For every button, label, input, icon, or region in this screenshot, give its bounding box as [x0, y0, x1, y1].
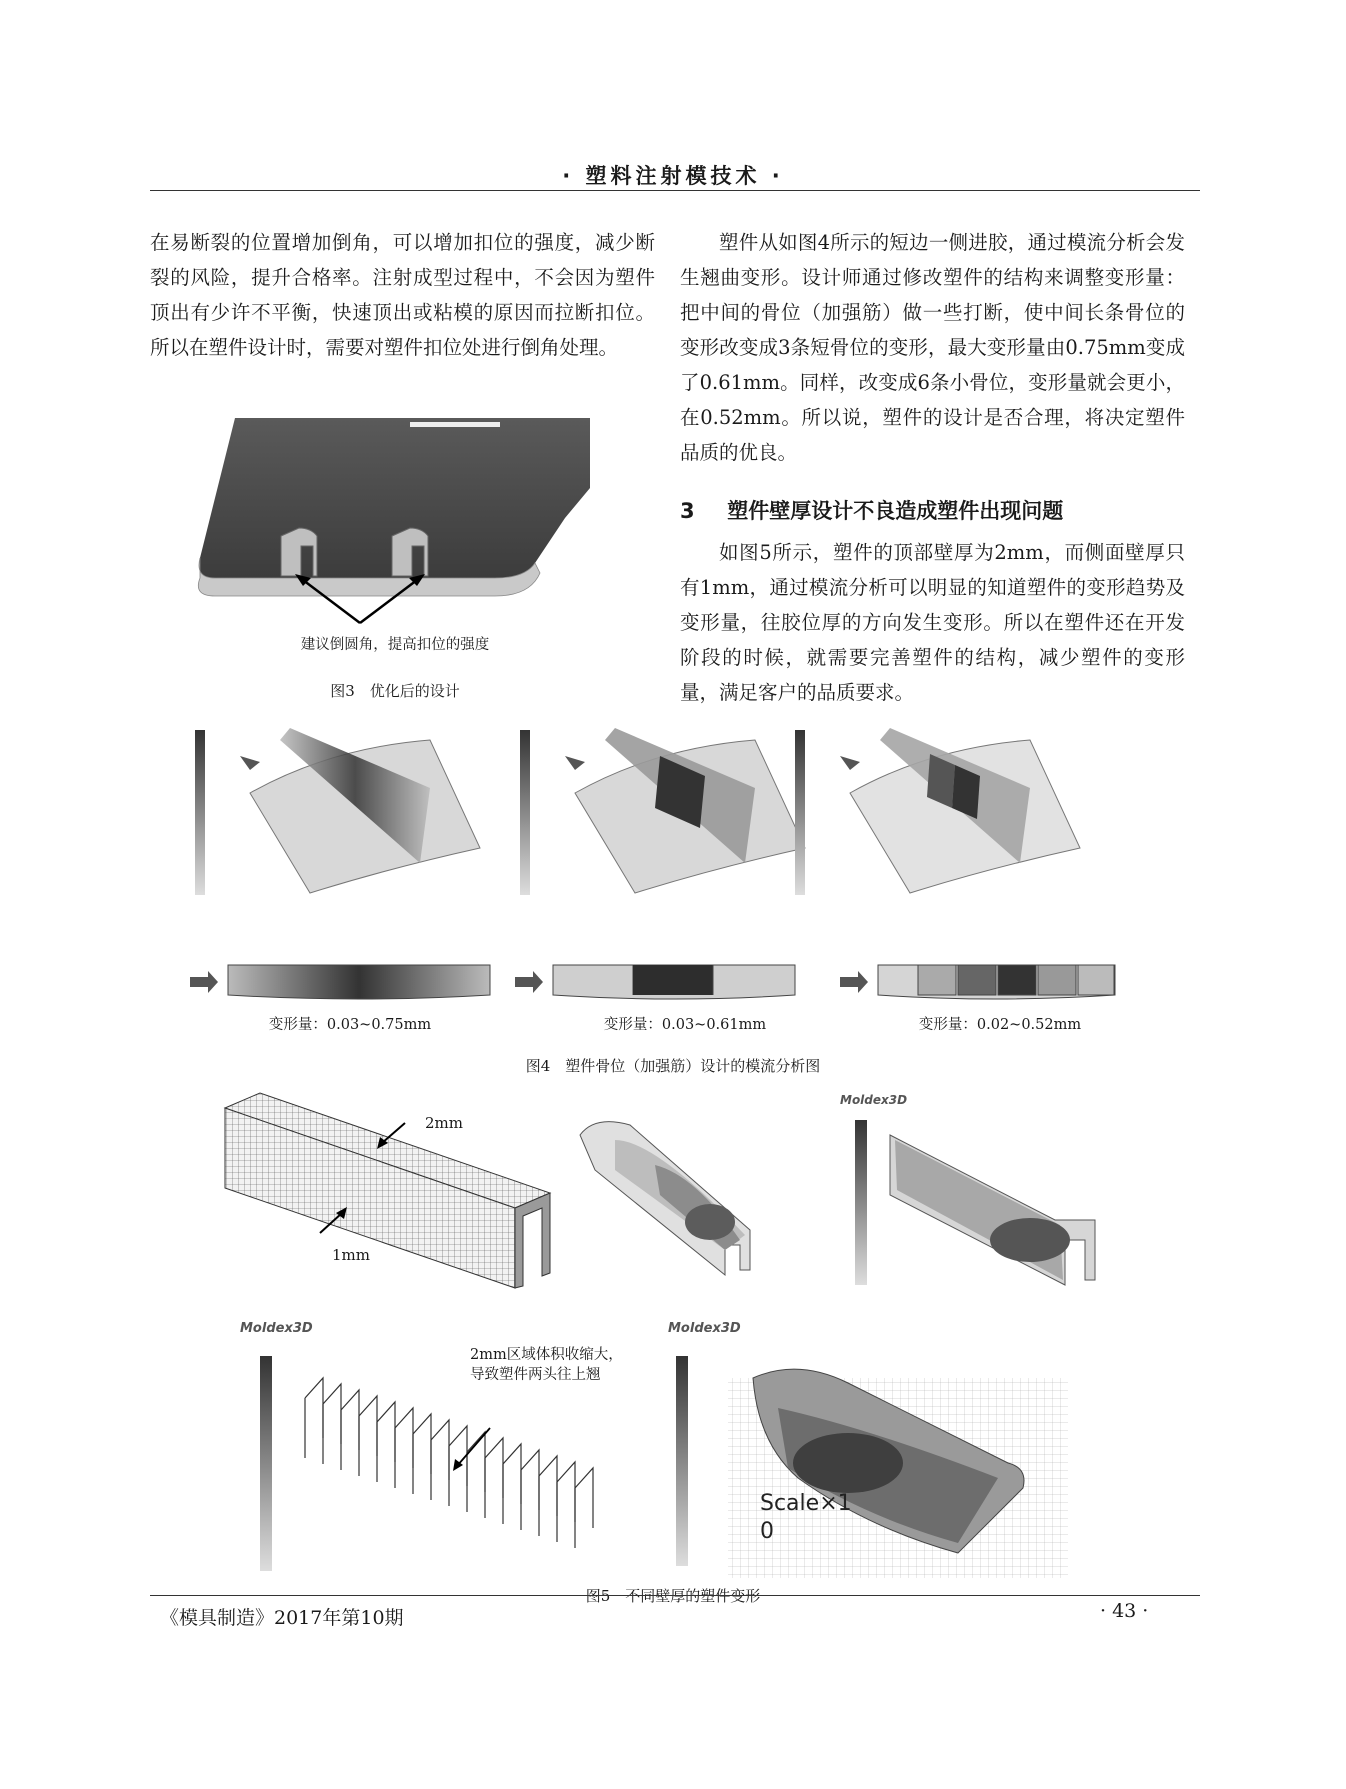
- scale-label: [760, 1490, 852, 1546]
- fig4-panel-3: [795, 728, 1080, 895]
- left-column: [150, 225, 655, 365]
- figure3-image: [195, 418, 595, 628]
- figure3-annotation: 建议倒圆角，提高扣位的强度: [300, 637, 490, 653]
- figure3-caption: 图3 优化后的设计: [330, 682, 460, 700]
- right-paragraph-2: 如图5所示，塑件的顶部壁厚为2mm，而侧面壁厚只有1mm，通过模流分析可以明显的知道塑件的变形趋势及变形量，往胶位厚的方向发生变形。所以在塑件还在开发阶段的时候，就需要完善塑件的结构，减少塑件的变形量，满足客户的品质要求。: [680, 541, 1185, 704]
- left-paragraph: 在易断裂的位置增加倒角，可以增加扣位的强度，减少断裂的风险，提升合格率。注射成型过程中，不会因为塑件顶出有少许不平衡，快速顶出或粘模的原因而拉断扣位。所以在塑件设计时，需要对塑件扣位处进行倒角处理。: [150, 231, 655, 359]
- side-view-3: [840, 965, 1115, 999]
- fig5-filling-result: [835, 1090, 1105, 1300]
- section-number: 3: [680, 499, 695, 523]
- footer-journal: 《模具制造》2017年第10期: [160, 1607, 404, 1629]
- right-paragraph-1: 塑件从如图4所示的短边一侧进胶，通过模流分析会发生翘曲变形。设计师通过修改塑件的结构来调整变形量：把中间的骨位（加强筋）做一些打断，使中间长条骨位的变形改变成3条短骨位的变形，最大变形量由0.75mm变成了0.61mm。同样，改变成6条小骨位，变形量就会更小，在0.52mm。所以说，塑件的设计是否合理，将决定塑件品质的优良。: [680, 231, 1185, 464]
- brand-logo-2: Moldex3D: [240, 1321, 313, 1336]
- right-column: [680, 225, 1185, 470]
- right-column-2: [680, 535, 1185, 710]
- section-heading: [680, 495, 1185, 525]
- side-view-1: [190, 965, 490, 999]
- fig5-mesh-model: [220, 1088, 570, 1298]
- fig5-fill-render: [575, 1110, 765, 1280]
- brand-logo-1: Moldex3D: [840, 1093, 908, 1107]
- fig5-warpage: [668, 1318, 1088, 1580]
- header-rule: [150, 190, 1200, 191]
- fig4-panel-2: [520, 728, 805, 895]
- fig4-panel-1: [195, 728, 480, 895]
- fig4-label-3: 变形量：0.02~0.52mm: [918, 1017, 1082, 1033]
- brand-logo-3: Moldex3D: [668, 1321, 741, 1336]
- note-line-2: 导致塑件两头往上翘: [470, 1367, 601, 1383]
- figure4-images: [190, 718, 1150, 918]
- fig4-label-2: 变形量：0.03~0.61mm: [603, 1017, 767, 1033]
- side-view-2: [515, 965, 795, 999]
- note-line-1: 2mm区域体积收缩大，: [470, 1347, 623, 1363]
- label-2mm: 2mm: [425, 1114, 463, 1132]
- label-1mm: 1mm: [332, 1246, 370, 1264]
- running-header: · 塑料注射模技术 ·: [562, 164, 784, 188]
- figure4-caption: 图4 塑件骨位（加强筋）设计的模流分析图: [525, 1057, 821, 1075]
- scale-line-2: 0: [760, 1519, 774, 1544]
- footer-rule: [150, 1595, 1200, 1596]
- figure5-caption: 图5 不同壁厚的塑件变形: [585, 1587, 761, 1605]
- shrinkage-note: [470, 1345, 670, 1385]
- section-title: 塑件壁厚设计不良造成塑件出现问题: [727, 499, 1064, 523]
- figure4-side-views: [190, 955, 1150, 1010]
- ribs: [305, 1378, 593, 1548]
- fig4-label-1: 变形量：0.03~0.75mm: [268, 1017, 432, 1033]
- page-number: · 43 ·: [1100, 1600, 1149, 1622]
- scale-line-1: Scale×1: [760, 1491, 852, 1516]
